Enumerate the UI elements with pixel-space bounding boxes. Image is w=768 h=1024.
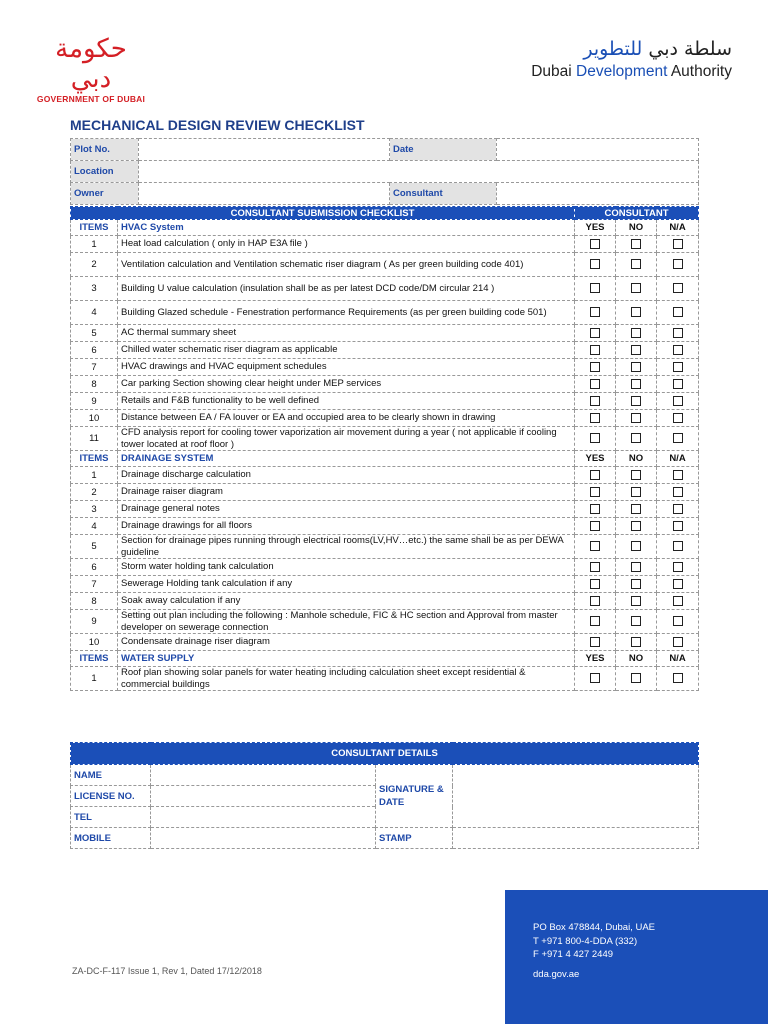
location-field[interactable] [139, 161, 699, 183]
na-cell [657, 253, 699, 277]
checklist-table [70, 206, 699, 691]
yes-cell [575, 593, 616, 610]
checklist-row [71, 359, 699, 376]
yes-cell [575, 359, 616, 376]
na-checkbox[interactable] [673, 433, 683, 443]
item-number: 1 [71, 236, 118, 253]
page-title: MECHANICAL DESIGN REVIEW CHECKLIST [70, 117, 365, 133]
date-label: Date [390, 139, 497, 161]
contact-address [533, 921, 655, 962]
yes-checkbox[interactable] [590, 433, 600, 443]
dda-en-1: Dubai [531, 63, 577, 80]
no-cell [616, 634, 657, 651]
no-checkbox[interactable] [631, 579, 641, 589]
item-number: 2 [71, 484, 118, 501]
dda-ar-part1: سلطة دبي [642, 38, 732, 60]
section-header-row [71, 220, 699, 236]
no-cell [616, 559, 657, 576]
yes-cell [575, 325, 616, 342]
date-field[interactable] [497, 139, 699, 161]
na-checkbox[interactable] [673, 239, 683, 249]
item-description: Ventilation calculation and Ventilation schematic riser diagram ( As per green building code 401) [118, 253, 575, 277]
website-link[interactable]: dda.gov.ae [533, 969, 580, 980]
checklist-row [71, 253, 699, 277]
item-description: AC thermal summary sheet [118, 325, 575, 342]
consultant-column-header: CONSULTANT [575, 207, 699, 220]
yes-header: YES [575, 651, 616, 667]
no-cell [616, 501, 657, 518]
consultant-details-header: CONSULTANT DETAILS [71, 743, 699, 765]
yes-cell [575, 393, 616, 410]
no-header: NO [616, 220, 657, 236]
yes-checkbox[interactable] [590, 283, 600, 293]
no-checkbox[interactable] [631, 379, 641, 389]
item-description: Drainage general notes [118, 501, 575, 518]
na-checkbox[interactable] [673, 562, 683, 572]
item-description: Heat load calculation ( only in HAP E3A file ) [118, 236, 575, 253]
no-cell [616, 593, 657, 610]
yes-checkbox[interactable] [590, 362, 600, 372]
na-cell [657, 342, 699, 359]
no-checkbox[interactable] [631, 328, 641, 338]
na-cell [657, 325, 699, 342]
checklist-row [71, 277, 699, 301]
section-name: WATER SUPPLY [118, 651, 575, 667]
no-cell [616, 376, 657, 393]
no-checkbox[interactable] [631, 433, 641, 443]
na-cell [657, 467, 699, 484]
item-description: Drainage drawings for all floors [118, 518, 575, 535]
tel-field[interactable] [151, 807, 376, 828]
checklist-row [71, 427, 699, 451]
yes-cell [575, 610, 616, 634]
item-number: 3 [71, 501, 118, 518]
na-checkbox[interactable] [673, 637, 683, 647]
no-checkbox[interactable] [631, 239, 641, 249]
na-checkbox[interactable] [673, 307, 683, 317]
yes-cell [575, 410, 616, 427]
yes-checkbox[interactable] [590, 579, 600, 589]
item-description: Building U value calculation (insulation shall be as per latest DCD code/DM circular 214 ) [118, 277, 575, 301]
item-number: 1 [71, 667, 118, 691]
checklist-row [71, 667, 699, 691]
na-cell [657, 610, 699, 634]
stamp-field[interactable] [453, 828, 699, 849]
checklist-row [71, 467, 699, 484]
no-cell [616, 610, 657, 634]
na-cell [657, 410, 699, 427]
no-cell [616, 410, 657, 427]
consultant-label: Consultant [390, 183, 497, 205]
telephone: T +971 800-4-DDA (332) [533, 935, 638, 947]
na-cell [657, 427, 699, 451]
item-description: Retails and F&B functionality to be well defined [118, 393, 575, 410]
item-number: 8 [71, 376, 118, 393]
na-cell [657, 393, 699, 410]
po-box: PO Box 478844, Dubai, UAE [533, 922, 655, 933]
yes-cell [575, 667, 616, 691]
item-description: Drainage discharge calculation [118, 467, 575, 484]
item-number: 5 [71, 325, 118, 342]
submission-checklist-header: CONSULTANT SUBMISSION CHECKLIST [71, 207, 575, 220]
checklist-row [71, 535, 699, 559]
gov-logo-english: GOVERNMENT OF DUBAI [36, 94, 146, 104]
mobile-field[interactable] [151, 828, 376, 849]
no-checkbox[interactable] [631, 307, 641, 317]
yes-checkbox[interactable] [590, 413, 600, 423]
na-checkbox[interactable] [673, 596, 683, 606]
yes-cell [575, 559, 616, 576]
no-cell [616, 342, 657, 359]
yes-header: YES [575, 451, 616, 467]
no-cell [616, 253, 657, 277]
dda-en-3: Authority [667, 63, 732, 80]
consultant-field[interactable] [497, 183, 699, 205]
yes-checkbox[interactable] [590, 328, 600, 338]
item-number: 10 [71, 634, 118, 651]
name-label: NAME [71, 765, 151, 786]
dda-logo [531, 38, 732, 81]
checklist-row [71, 325, 699, 342]
item-number: 7 [71, 576, 118, 593]
license-field[interactable] [151, 786, 376, 807]
no-checkbox[interactable] [631, 396, 641, 406]
yes-checkbox[interactable] [590, 562, 600, 572]
government-of-dubai-logo [36, 34, 146, 104]
na-checkbox[interactable] [673, 521, 683, 531]
item-number: 3 [71, 277, 118, 301]
gov-logo-arabic: حكومة دبي [55, 34, 127, 94]
na-checkbox[interactable] [673, 616, 683, 626]
na-cell [657, 593, 699, 610]
stamp-label: STAMP [376, 828, 453, 849]
contact-footer [505, 890, 768, 1024]
yes-checkbox[interactable] [590, 616, 600, 626]
yes-header: YES [575, 220, 616, 236]
item-number: 6 [71, 559, 118, 576]
checklist-row [71, 236, 699, 253]
item-description: Car parking Section showing clear height under MEP services [118, 376, 575, 393]
item-number: 10 [71, 410, 118, 427]
yes-checkbox[interactable] [590, 239, 600, 249]
yes-checkbox[interactable] [590, 541, 600, 551]
na-cell [657, 535, 699, 559]
na-checkbox[interactable] [673, 345, 683, 355]
no-checkbox[interactable] [631, 673, 641, 683]
no-cell [616, 301, 657, 325]
signature-label: SIGNATURE & DATE [376, 765, 453, 828]
owner-label: Owner [71, 183, 139, 205]
name-field[interactable] [151, 765, 376, 786]
yes-checkbox[interactable] [590, 637, 600, 647]
na-cell [657, 576, 699, 593]
no-checkbox[interactable] [631, 521, 641, 531]
yes-cell [575, 535, 616, 559]
no-checkbox[interactable] [631, 362, 641, 372]
na-cell [657, 518, 699, 535]
item-number: 7 [71, 359, 118, 376]
na-checkbox[interactable] [673, 362, 683, 372]
yes-cell [575, 427, 616, 451]
document-code: ZA-DC-F-117 Issue 1, Rev 1, Dated 17/12/2018 [72, 966, 262, 976]
no-checkbox[interactable] [631, 541, 641, 551]
dda-logo-arabic [531, 38, 732, 60]
no-cell [616, 236, 657, 253]
section-header-row [71, 451, 699, 467]
no-cell [616, 359, 657, 376]
no-cell [616, 518, 657, 535]
checklist-row [71, 410, 699, 427]
items-label: ITEMS [71, 451, 118, 467]
na-cell [657, 501, 699, 518]
no-checkbox[interactable] [631, 345, 641, 355]
na-checkbox[interactable] [673, 504, 683, 514]
item-description: Drainage raiser diagram [118, 484, 575, 501]
items-label: ITEMS [71, 651, 118, 667]
no-checkbox[interactable] [631, 487, 641, 497]
na-cell [657, 277, 699, 301]
na-checkbox[interactable] [673, 259, 683, 269]
na-cell [657, 301, 699, 325]
yes-cell [575, 301, 616, 325]
yes-cell [575, 376, 616, 393]
na-checkbox[interactable] [673, 413, 683, 423]
no-checkbox[interactable] [631, 616, 641, 626]
item-description: Building Glazed schedule - Fenestration performance Requirements (as per green building code 501) [118, 301, 575, 325]
yes-checkbox[interactable] [590, 345, 600, 355]
yes-checkbox[interactable] [590, 504, 600, 514]
na-checkbox[interactable] [673, 541, 683, 551]
yes-checkbox[interactable] [590, 259, 600, 269]
section-name: HVAC System [118, 220, 575, 236]
item-description: Setting out plan including the following : Manhole schedule, FIC & HC section and Approval from master developer on sewerage connection [118, 610, 575, 634]
item-description: Soak away calculation if any [118, 593, 575, 610]
item-description: Section for drainage pipes running through electrical rooms(LV,HV…etc.) the same shall be as per DEWA guideline [118, 535, 575, 559]
yes-checkbox[interactable] [590, 396, 600, 406]
dda-en-2: Development [576, 63, 668, 80]
item-description: Chilled water schematic riser diagram as applicable [118, 342, 575, 359]
item-number: 1 [71, 467, 118, 484]
mobile-label: MOBILE [71, 828, 151, 849]
yes-cell [575, 467, 616, 484]
item-number: 2 [71, 253, 118, 277]
na-header: N/A [657, 651, 699, 667]
item-number: 9 [71, 610, 118, 634]
na-header: N/A [657, 451, 699, 467]
checklist-row [71, 501, 699, 518]
checklist-row [71, 393, 699, 410]
na-header: N/A [657, 220, 699, 236]
no-cell [616, 393, 657, 410]
item-number: 4 [71, 518, 118, 535]
item-number: 5 [71, 535, 118, 559]
signature-field[interactable] [453, 765, 699, 828]
section-name: DRAINAGE SYSTEM [118, 451, 575, 467]
no-checkbox[interactable] [631, 637, 641, 647]
item-number: 11 [71, 427, 118, 451]
item-description: Condensate drainage riser diagram [118, 634, 575, 651]
na-cell [657, 667, 699, 691]
yes-checkbox[interactable] [590, 470, 600, 480]
na-cell [657, 484, 699, 501]
na-checkbox[interactable] [673, 470, 683, 480]
checklist-row [71, 576, 699, 593]
yes-checkbox[interactable] [590, 307, 600, 317]
yes-checkbox[interactable] [590, 379, 600, 389]
plot-no-label: Plot No. [71, 139, 139, 161]
item-description: Distance between EA / FA louver or EA and occupied area to be clearly shown in drawing [118, 410, 575, 427]
yes-cell [575, 484, 616, 501]
project-info-table [70, 138, 699, 205]
na-checkbox[interactable] [673, 328, 683, 338]
na-checkbox[interactable] [673, 487, 683, 497]
item-number: 4 [71, 301, 118, 325]
tel-label: TEL [71, 807, 151, 828]
item-description: Storm water holding tank calculation [118, 559, 575, 576]
na-cell [657, 634, 699, 651]
yes-cell [575, 576, 616, 593]
consultant-details-table [70, 742, 699, 849]
na-cell [657, 359, 699, 376]
checklist-row [71, 376, 699, 393]
dda-logo-english [531, 63, 732, 81]
yes-cell [575, 253, 616, 277]
na-checkbox[interactable] [673, 673, 683, 683]
no-cell [616, 667, 657, 691]
plot-no-field[interactable] [139, 139, 390, 161]
item-number: 6 [71, 342, 118, 359]
checklist-row [71, 342, 699, 359]
owner-field[interactable] [139, 183, 390, 205]
no-checkbox[interactable] [631, 413, 641, 423]
yes-cell [575, 501, 616, 518]
checklist-row [71, 484, 699, 501]
no-cell [616, 325, 657, 342]
na-cell [657, 236, 699, 253]
na-cell [657, 559, 699, 576]
no-checkbox[interactable] [631, 504, 641, 514]
no-checkbox[interactable] [631, 596, 641, 606]
no-cell [616, 576, 657, 593]
no-cell [616, 535, 657, 559]
location-label: Location [71, 161, 139, 183]
checklist-row [71, 610, 699, 634]
no-checkbox[interactable] [631, 259, 641, 269]
yes-checkbox[interactable] [590, 487, 600, 497]
yes-checkbox[interactable] [590, 596, 600, 606]
yes-checkbox[interactable] [590, 673, 600, 683]
license-label: LICENSE NO. [71, 786, 151, 807]
item-number: 9 [71, 393, 118, 410]
items-label: ITEMS [71, 220, 118, 236]
item-description: HVAC drawings and HVAC equipment schedules [118, 359, 575, 376]
item-description: CFD analysis report for cooling tower vaporization air movement during a year ( not applicable if cooling tower located at roof floor ) [118, 427, 575, 451]
yes-cell [575, 634, 616, 651]
no-header: NO [616, 451, 657, 467]
no-cell [616, 277, 657, 301]
no-cell [616, 484, 657, 501]
na-checkbox[interactable] [673, 579, 683, 589]
no-checkbox[interactable] [631, 470, 641, 480]
na-checkbox[interactable] [673, 283, 683, 293]
checklist-row [71, 301, 699, 325]
na-checkbox[interactable] [673, 379, 683, 389]
checklist-row [71, 559, 699, 576]
yes-cell [575, 236, 616, 253]
fax: F +971 4 427 2449 [533, 949, 614, 960]
no-checkbox[interactable] [631, 562, 641, 572]
yes-cell [575, 277, 616, 301]
no-checkbox[interactable] [631, 283, 641, 293]
yes-cell [575, 518, 616, 535]
section-header-row [71, 651, 699, 667]
item-description: Roof plan showing solar panels for water heating including calculation sheet except residential & commercial buildings [118, 667, 575, 691]
checklist-row [71, 518, 699, 535]
item-description: Sewerage Holding tank calculation if any [118, 576, 575, 593]
na-cell [657, 376, 699, 393]
checklist-row [71, 593, 699, 610]
yes-cell [575, 342, 616, 359]
no-cell [616, 427, 657, 451]
no-cell [616, 467, 657, 484]
na-checkbox[interactable] [673, 396, 683, 406]
yes-checkbox[interactable] [590, 521, 600, 531]
item-number: 8 [71, 593, 118, 610]
dda-ar-part2: للتطوير [583, 38, 643, 60]
checklist-row [71, 634, 699, 651]
no-header: NO [616, 651, 657, 667]
